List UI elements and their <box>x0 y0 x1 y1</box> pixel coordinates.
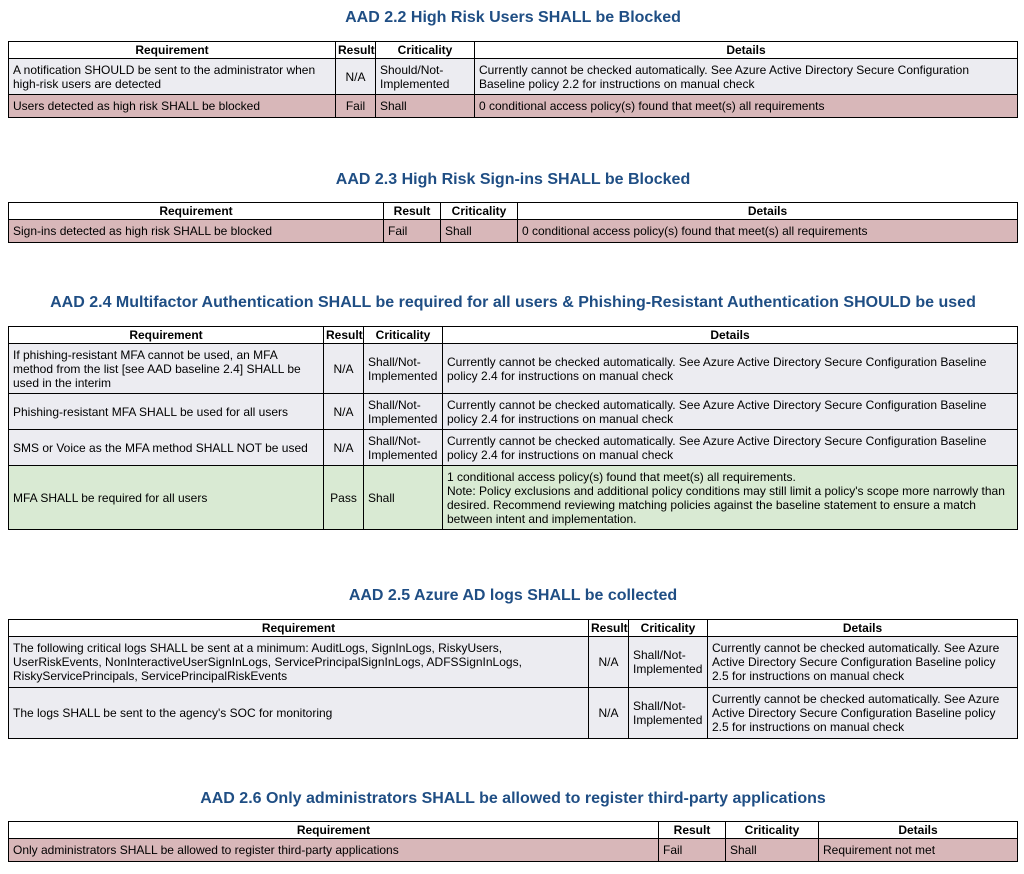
table-row <box>9 59 1018 95</box>
requirement-cell: A notification SHOULD be sent to the administrator when high-risk users are detected <box>9 59 336 95</box>
details-cell: Currently cannot be checked automatically. See Azure Active Directory Secure Configuration Baseline policy 2.4 for instructions on manual check <box>443 344 1018 394</box>
requirement-header: Requirement <box>9 203 384 220</box>
table-row <box>9 839 1018 862</box>
requirements-table <box>8 41 1018 118</box>
result-cell: N/A <box>589 637 629 688</box>
details-header: Details <box>443 327 1018 344</box>
table-row <box>9 637 1018 688</box>
table-row <box>9 688 1018 739</box>
table-header-row <box>9 822 1018 839</box>
result-header: Result <box>589 620 629 637</box>
requirement-cell: MFA SHALL be required for all users <box>9 466 324 530</box>
criticality-cell: Shall/Not-Implemented <box>364 430 443 466</box>
requirement-header: Requirement <box>9 822 659 839</box>
requirement-cell: If phishing-resistant MFA cannot be used, an MFA method from the list [see AAD baseline 2.4] SHALL be used in the interim <box>9 344 324 394</box>
details-header: Details <box>518 203 1018 220</box>
details-header: Details <box>708 620 1018 637</box>
section-aad-2-3 <box>8 170 1018 243</box>
result-cell: N/A <box>324 394 364 430</box>
details-note: Note: Policy exclusions and additional policy conditions may still limit a policy's scope more narrowly than desired. Recommend reviewing matching policies against the baseline statement to ensure a match between intent and implementation. <box>447 483 1005 526</box>
table-row <box>9 344 1018 394</box>
section-aad-2-6 <box>8 789 1018 862</box>
requirements-table <box>8 202 1018 243</box>
criticality-header: Criticality <box>364 327 443 344</box>
requirement-header: Requirement <box>9 42 336 59</box>
criticality-header: Criticality <box>376 42 475 59</box>
criticality-header: Criticality <box>629 620 708 637</box>
criticality-header: Criticality <box>726 822 819 839</box>
criticality-cell: Shall/Not-Implemented <box>629 637 708 688</box>
section-title: AAD 2.6 Only administrators SHALL be allowed to register third-party applications <box>200 790 826 807</box>
details-cell: Currently cannot be checked automatically. See Azure Active Directory Secure Configuration Baseline policy 2.5 for instructions on manual check <box>708 688 1018 739</box>
requirement-cell: Phishing-resistant MFA SHALL be used for all users <box>9 394 324 430</box>
requirements-table <box>8 821 1018 862</box>
table-header-row <box>9 620 1018 637</box>
details-header: Details <box>819 822 1018 839</box>
table-header-row <box>9 42 1018 59</box>
requirements-table <box>8 326 1018 530</box>
table-header-row <box>9 327 1018 344</box>
requirement-cell: The logs SHALL be sent to the agency's SOC for monitoring <box>9 688 589 739</box>
requirements-table <box>8 619 1018 739</box>
section-aad-2-2 <box>8 8 1018 118</box>
result-cell: Fail <box>336 95 376 118</box>
details-cell: Currently cannot be checked automatically. See Azure Active Directory Secure Configuration Baseline policy 2.2 for instructions on manual check <box>475 59 1018 95</box>
section-title: AAD 2.2 High Risk Users SHALL be Blocked <box>345 9 681 26</box>
requirement-cell: Sign-ins detected as high risk SHALL be blocked <box>9 220 384 243</box>
table-row <box>9 394 1018 430</box>
details-cell: Currently cannot be checked automatically. See Azure Active Directory Secure Configuration Baseline policy 2.4 for instructions on manual check <box>443 394 1018 430</box>
result-cell: N/A <box>336 59 376 95</box>
details-cell <box>443 466 1018 530</box>
result-cell: N/A <box>324 344 364 394</box>
details-cell: 0 conditional access policy(s) found that meet(s) all requirements <box>475 95 1018 118</box>
details-text: 1 conditional access policy(s) found that meet(s) all requirements. <box>447 469 796 484</box>
criticality-cell: Shall <box>726 839 819 862</box>
result-header: Result <box>324 327 364 344</box>
table-row <box>9 220 1018 243</box>
requirement-header: Requirement <box>9 327 324 344</box>
section-aad-2-5 <box>8 586 1018 739</box>
criticality-cell: Shall/Not-Implemented <box>364 344 443 394</box>
criticality-cell: Shall/Not-Implemented <box>629 688 708 739</box>
requirement-cell: Only administrators SHALL be allowed to register third-party applications <box>9 839 659 862</box>
result-cell: Pass <box>324 466 364 530</box>
section-title: AAD 2.5 Azure AD logs SHALL be collected <box>348 587 678 604</box>
requirement-cell: SMS or Voice as the MFA method SHALL NOT be used <box>9 430 324 466</box>
result-header: Result <box>336 42 376 59</box>
criticality-cell: Should/Not-Implemented <box>376 59 475 95</box>
result-cell: N/A <box>589 688 629 739</box>
result-header: Result <box>659 822 726 839</box>
requirement-cell: Users detected as high risk SHALL be blocked <box>9 95 336 118</box>
details-header: Details <box>475 42 1018 59</box>
table-row <box>9 430 1018 466</box>
criticality-cell: Shall <box>441 220 518 243</box>
details-cell: Currently cannot be checked automatically. See Azure Active Directory Secure Configuration Baseline policy 2.5 for instructions on manual check <box>708 637 1018 688</box>
details-cell: Requirement not met <box>819 839 1018 862</box>
criticality-cell: Shall <box>364 466 443 530</box>
criticality-header: Criticality <box>441 203 518 220</box>
result-cell: Fail <box>659 839 726 862</box>
table-row <box>9 466 1018 530</box>
table-row <box>9 95 1018 118</box>
criticality-cell: Shall/Not-Implemented <box>364 394 443 430</box>
section-title: AAD 2.4 Multifactor Authentication SHALL be required for all users & Phishing-Resistant Authentication SHOULD be used <box>50 294 976 311</box>
result-cell: N/A <box>324 430 364 466</box>
result-cell: Fail <box>384 220 441 243</box>
table-header-row <box>9 203 1018 220</box>
result-header: Result <box>384 203 441 220</box>
criticality-cell: Shall <box>376 95 475 118</box>
section-title: AAD 2.3 High Risk Sign-ins SHALL be Blocked <box>335 171 691 188</box>
details-cell: 0 conditional access policy(s) found that meet(s) all requirements <box>518 220 1018 243</box>
section-aad-2-4 <box>8 293 1018 530</box>
details-cell: Currently cannot be checked automatically. See Azure Active Directory Secure Configuration Baseline policy 2.4 for instructions on manual check <box>443 430 1018 466</box>
requirement-header: Requirement <box>9 620 589 637</box>
requirement-cell: The following critical logs SHALL be sent at a minimum: AuditLogs, SignInLogs, RiskyUsers, UserRiskEvents, NonInteractiveUserSignInLogs, ServicePrincipalSignInLogs, ADFSSignInLogs, RiskyServicePrincipals, ServicePrincipalRiskEvents <box>9 637 589 688</box>
